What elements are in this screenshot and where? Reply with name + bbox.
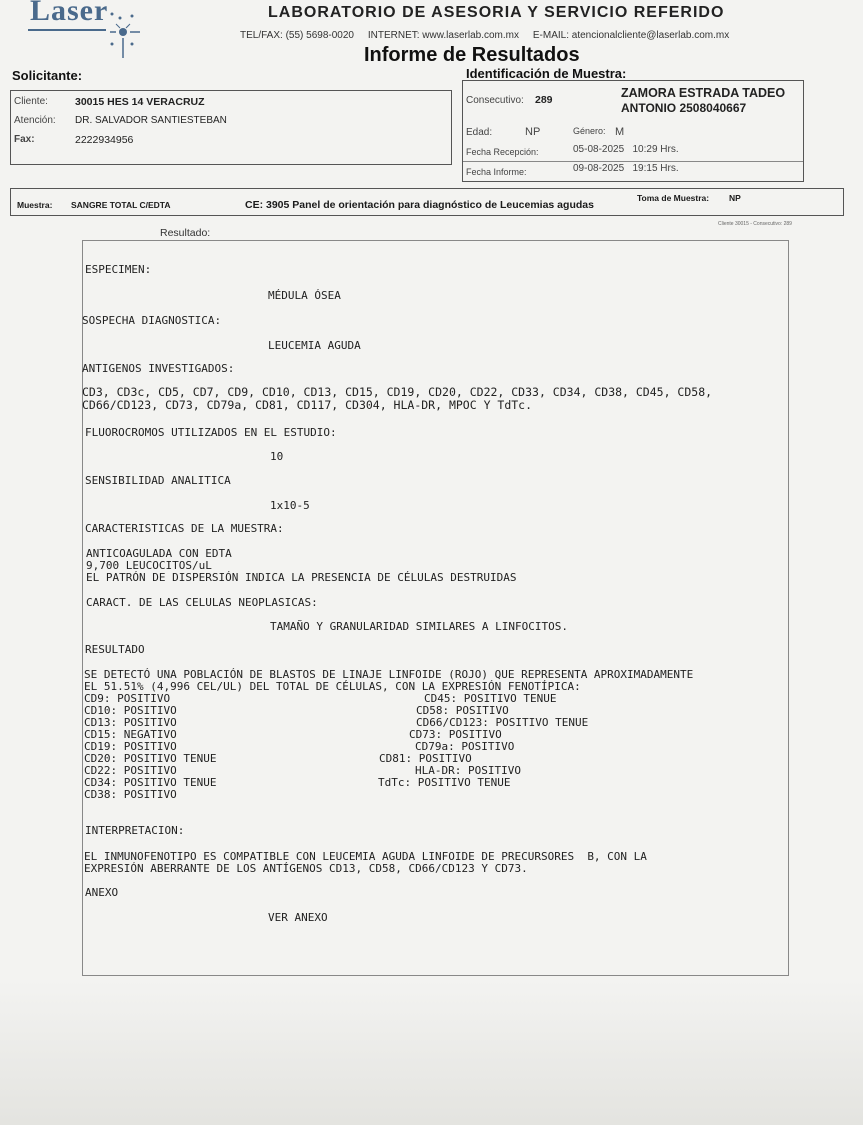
lab-name: LABORATORIO DE ASESORIA Y SERVICIO REFERIDO (268, 4, 725, 21)
edad-value: NP (525, 126, 541, 138)
lab-logo (28, 0, 168, 60)
muestra-id-heading: Identificación de Muestra: (466, 66, 627, 81)
caract-line1: ANTICOAGULADA CON EDTA (86, 547, 232, 560)
marker-right: CD66/CD123: POSITIVO TENUE (416, 716, 589, 729)
consecutivo-label: Consecutivo: (466, 95, 524, 106)
solicitante-box (10, 90, 452, 165)
report-title: Informe de Resultados (364, 44, 580, 66)
consecutivo-value: 289 (535, 94, 553, 106)
logo-wordmark: Laser (30, 0, 109, 27)
marker-right: HLA-DR: POSITIVO (415, 764, 521, 777)
marker-left: CD20: POSITIVO TENUE (84, 752, 217, 765)
fluoro-value: 10 (270, 450, 284, 463)
anexo-label: ANEXO (85, 886, 119, 899)
sospecha-value: LEUCEMIA AGUDA (268, 339, 361, 352)
resultado-label: Resultado: (160, 227, 211, 239)
muestra-value: SANGRE TOTAL C/EDTA (71, 200, 171, 210)
cliente-label: Cliente: (14, 96, 48, 107)
muestra-id-box (462, 80, 804, 182)
interp-line1: EL INMUNOFENOTIPO ES COMPATIBLE CON LEUCEMIA AGUDA LINFOIDE DE PRECURSORES B, CON LA (84, 850, 647, 863)
toma-value: NP (729, 193, 741, 203)
marker-right: CD73: POSITIVO (409, 728, 502, 741)
resultado-line2: EL 51.51% (4,996 CEL/UL) DEL TOTAL DE CÉLULAS, CON LA EXPRESIÓN FENOTÍPICA: (84, 680, 581, 693)
marker-right: CD58: POSITIVO (416, 704, 509, 717)
fluoro-label: FLUOROCROMOS UTILIZADOS EN EL ESTUDIO: (85, 426, 337, 439)
muestra-label: Muestra: (17, 200, 53, 210)
anexo-value: VER ANEXO (268, 911, 328, 924)
sens-value: 1x10-5 (270, 499, 310, 512)
antigenos-line2: CD66/CD123, CD73, CD79a, CD81, CD117, CD304, HLA-DR, MPOC Y TdTc. (82, 398, 533, 412)
interp-line2: EXPRESIÓN ABERRANTE DE LOS ANTÍGENOS CD13, CD58, CD66/CD123 Y CD73. (84, 862, 528, 875)
toma-label: Toma de Muestra: (637, 193, 710, 203)
sample-bar (10, 188, 844, 216)
marker-left: CD34: POSITIVO TENUE (84, 776, 217, 789)
marker-left: CD22: POSITIVO (84, 764, 177, 777)
interp-label: INTERPRETACION: (85, 824, 185, 837)
sens-label: SENSIBILIDAD ANALITICA (85, 474, 231, 487)
antigenos-line1: CD3, CD3c, CD5, CD7, CD9, CD10, CD13, CD15, CD19, CD20, CD22, CD33, CD34, CD38, CD45, CD58, (82, 385, 713, 399)
caract-line3: EL PATRÓN DE DISPERSIÓN INDICA LA PRESENCIA DE CÉLULAS DESTRUIDAS (86, 571, 517, 584)
caract-line2: 9,700 LEUCOCITOS/uL (86, 559, 212, 572)
page-shadow (0, 980, 863, 1125)
solicitante-heading: Solicitante: (12, 68, 83, 83)
resultado-heading: RESULTADO (85, 643, 145, 656)
marker-left: CD13: POSITIVO (84, 716, 177, 729)
logo-atom-icon (28, 0, 168, 60)
marker-left: CD19: POSITIVO (84, 740, 177, 753)
genero-label: Género: (573, 126, 606, 136)
fax-value: 2222934956 (75, 134, 134, 146)
recepcion-label: Fecha Recepción: (466, 147, 539, 157)
caract-label: CARACTERISTICAS DE LA MUESTRA: (85, 522, 284, 535)
sospecha-label: SOSPECHA DIAGNOSTICA: (82, 314, 222, 327)
marker-left: CD15: NEGATIVO (84, 728, 177, 741)
marker-right: CD81: POSITIVO (379, 752, 472, 765)
marker-left: CD9: POSITIVO (84, 692, 171, 705)
recepcion-value: 05-08-2025 10:29 Hrs. (573, 144, 679, 155)
antigenos-label: ANTIGENOS INVESTIGADOS: (82, 362, 235, 375)
atencion-label: Atención: (14, 115, 56, 126)
marker-right: TdTc: POSITIVO TENUE (378, 776, 511, 789)
cliente-value: 30015 HES 14 VERACRUZ (75, 96, 205, 108)
especimen-label: ESPECIMEN: (85, 263, 152, 276)
lab-contact: TEL/FAX: (55) 5698-0020 INTERNET: www.laserlab.com.mx E-MAIL: atencionalcliente@laserlab.com.mx (240, 30, 730, 41)
edad-label: Edad: (466, 127, 493, 138)
markers-left-list (84, 693, 216, 801)
neo-value: TAMAÑO Y GRANULARIDAD SIMILARES A LINFOCITOS. (270, 620, 569, 633)
marker-right: CD79a: POSITIVO (415, 740, 515, 753)
especimen-value: MÉDULA ÓSEA (268, 289, 341, 302)
client-ref-small: Cliente 30015 - Consecutivo: 289 (718, 221, 792, 227)
marker-left: CD10: POSITIVO (84, 704, 177, 717)
marker-right: CD45: POSITIVO TENUE (424, 692, 557, 705)
neo-label: CARACT. DE LAS CELULAS NEOPLASICAS: (86, 596, 318, 609)
atencion-value: DR. SALVADOR SANTIESTEBAN (75, 115, 227, 126)
marker-left: CD38: POSITIVO (84, 788, 177, 801)
fax-label: Fax: (14, 134, 35, 145)
patient-id: ANTONIO 2508040667 (621, 101, 747, 115)
genero-value: M (615, 126, 625, 138)
informe-value: 09-08-2025 19:15 Hrs. (573, 163, 679, 174)
informe-label: Fecha Informe: (466, 167, 527, 177)
fecha-divider (463, 161, 803, 162)
patient-name: ZAMORA ESTRADA TADEO (621, 86, 786, 100)
ce-text: CE: 3905 Panel de orientación para diagnóstico de Leucemias agudas (245, 199, 594, 211)
resultado-line1: SE DETECTÓ UNA POBLACIÓN DE BLASTOS DE LINAJE LINFOIDE (ROJO) QUE REPRESENTA APROXIMADAMENTE (84, 668, 694, 681)
